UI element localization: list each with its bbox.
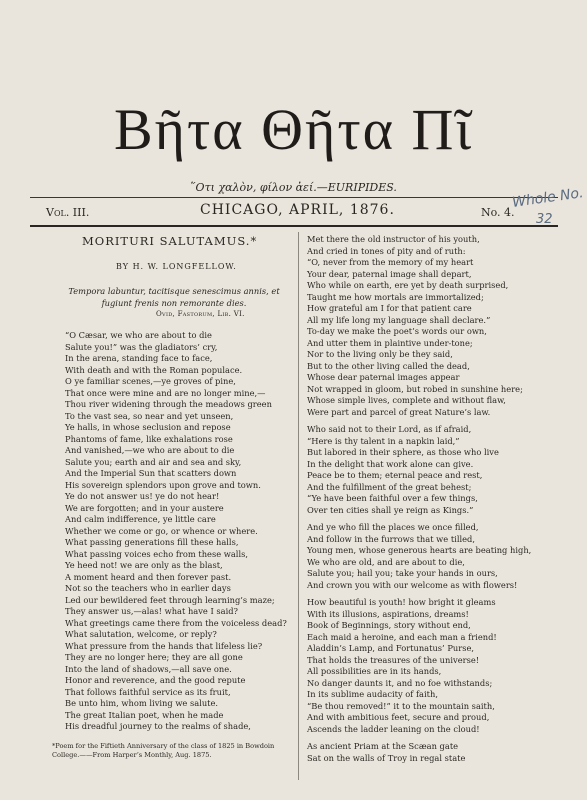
verse-line: Young men, whose generous hearts are beating high, bbox=[307, 545, 532, 555]
verse-line: In its sublime audacity of faith, bbox=[307, 689, 438, 699]
verse-line: Honor and reverence, and the good repute bbox=[65, 675, 246, 685]
footnote: *Poem for the Fiftieth Anniversary of the class of 1825 in Bowdoin College.——From Harper’s Monthly, Aug. 1875. bbox=[52, 742, 275, 759]
verse-line: All my life long my language shall declare.” bbox=[307, 314, 491, 325]
verse-line: But labored in their sphere, as those who live bbox=[307, 447, 499, 457]
verse-line: Ye halls, in whose seclusion and repose bbox=[65, 422, 231, 432]
verse-line: That once were mine and are no longer mine,— bbox=[65, 387, 266, 398]
verse-line: The great Italian poet, when he made bbox=[65, 709, 224, 720]
poem-author: BY H. W. LONGFELLOW. bbox=[116, 262, 237, 271]
verse-line: And the Imperial Sun that scatters down bbox=[65, 468, 237, 478]
column-divider bbox=[298, 232, 299, 780]
verse-line: His sovereign splendors upon grove and town. bbox=[65, 479, 261, 490]
verse-line: “Here is thy talent in a napkin laid,” bbox=[307, 435, 460, 446]
epigraph-source: Ovid, Fastorum, Lib. VI. bbox=[156, 310, 245, 318]
verse-line: But to the other living called the dead, bbox=[307, 360, 470, 371]
verse-line: Salute you; earth and air and sea and sky, bbox=[65, 456, 242, 467]
verse-line: To the vast sea, so near and yet unseen, bbox=[65, 410, 234, 421]
verse-line: What pressure from the hands that lifeless lie? bbox=[65, 640, 263, 651]
verse-line: No danger daunts it, and no foe withstands; bbox=[307, 677, 493, 688]
verse-line: And cried in tones of pity and of ruth: bbox=[307, 245, 466, 256]
volume-label: Vol. III. bbox=[46, 206, 90, 219]
verse-line: All possibilities are in its hands, bbox=[307, 666, 442, 676]
verse-line: And ye who fill the places we once filled, bbox=[307, 522, 479, 532]
verse-line: And with ambitious feet, secure and proud, bbox=[307, 712, 490, 722]
verse-line: We are forgotten; and in your austere bbox=[65, 502, 224, 513]
verse-line: And vanished,—we who are about to die bbox=[65, 445, 235, 455]
header-rule-top bbox=[30, 197, 558, 198]
verse-line: Over ten cities shall ye reign as Kings.” bbox=[307, 504, 474, 515]
verse-line: Not wrapped in gloom, but robed in sunshine here; bbox=[307, 383, 523, 394]
verse-line: Book of Beginnings, story without end, bbox=[307, 620, 471, 630]
verse-line: Led our bewildered feet through learning’s maze; bbox=[65, 594, 275, 605]
issue-number: No. 4. bbox=[481, 206, 515, 219]
verse-line: That follows faithful service as its fruit, bbox=[65, 686, 231, 697]
poem-epigraph: Tempora labuntur, tacitisque senescimus annis, et fugiunt frenis non remorante dies. bbox=[68, 286, 280, 308]
verse-line: Who while on earth, ere yet by death surprised, bbox=[307, 280, 509, 290]
verse-line: How beautiful is youth! how bright it gleams bbox=[307, 597, 496, 607]
verse-line: What greetings came there from the voiceless dead? bbox=[65, 617, 287, 628]
verse-line: Ye heed not! we are only as the blast, bbox=[65, 560, 223, 570]
verse-line: Whose simple lives, complete and without flaw, bbox=[307, 395, 506, 405]
verse-line: Peace be to them; eternal peace and rest, bbox=[307, 470, 483, 480]
verse-line: What salutation, welcome, or reply? bbox=[65, 629, 217, 639]
verse-line: Ascends the ladder leaning on the cloud! bbox=[307, 723, 480, 734]
verse-line: O ye familiar scenes,—ye groves of pine, bbox=[65, 376, 236, 386]
verse-line: Not so the teachers who in earlier days bbox=[65, 583, 231, 593]
verse-line: Whose dear paternal images appear bbox=[307, 372, 460, 382]
verse-line: Each maid a heroine, and each man a friend! bbox=[307, 631, 497, 642]
verse-line: We who are old, and are about to die, bbox=[307, 556, 465, 567]
verse-line: Thou river widening through the meadows green bbox=[65, 399, 272, 409]
verse-line: A moment heard and then forever past. bbox=[65, 571, 232, 582]
handwritten-number: 32 bbox=[536, 212, 553, 227]
verse-line: Ye do not answer us! ye do not hear! bbox=[65, 491, 220, 501]
masthead-motto: ῞Οτι χαλὸν, φίλον ἀεί.—EURIPIDES. bbox=[190, 181, 397, 194]
verse-line: And the fulfillment of the great behest; bbox=[307, 481, 472, 492]
verse-line: Salute you; hail you; take your hands in ours, bbox=[307, 568, 498, 578]
verse-line: Whether we come or go, or whence or where. bbox=[65, 525, 258, 536]
verse-line: “Be thou removed!” it to the mountain saith, bbox=[307, 700, 495, 711]
verse-line: In the arena, standing face to face, bbox=[65, 353, 213, 363]
verse-line: Nor to the living only be they said, bbox=[307, 349, 453, 359]
verse-line: That holds the treasures of the universe! bbox=[307, 654, 480, 665]
header-rule-bottom bbox=[30, 225, 558, 227]
verse-line: Be unto him, whom living we salute. bbox=[65, 698, 219, 708]
dateline: CHICAGO, APRIL, 1876. bbox=[200, 202, 395, 218]
verse-line: In the delight that work alone can give. bbox=[307, 458, 474, 469]
verse-line: With its illusions, aspirations, dreams! bbox=[307, 608, 469, 619]
verse-line: To-day we make the poet’s words our own, bbox=[307, 326, 487, 336]
verse-line: And utter them in plaintive under-tone; bbox=[307, 337, 473, 348]
verse-line: Aladdin’s Lamp, and Fortunatus’ Purse, bbox=[307, 643, 475, 653]
verse-line: Were part and parcel of great Nature’s law. bbox=[307, 406, 491, 417]
verse-line: As ancient Priam at the Scæan gate bbox=[307, 741, 459, 751]
verse-line: How grateful am I for that patient care bbox=[307, 303, 472, 313]
verse-line: What passing voices echo from these walls, bbox=[65, 548, 249, 559]
verse-line: Sat on the walls of Troy in regal state bbox=[307, 752, 466, 763]
verse-line: They are no longer here; they are all gone bbox=[65, 652, 243, 662]
verse-line: And follow in the furrows that we tilled, bbox=[307, 533, 475, 544]
verse-line: They answer us,—alas! what have I said? bbox=[65, 606, 239, 616]
handwritten-note: Whole No. bbox=[511, 185, 585, 211]
verse-line: Met there the old instructor of his youth, bbox=[307, 234, 480, 244]
masthead-title: Βῆτα Θῆτα Πῖ bbox=[113, 97, 474, 162]
verse-line: Who said not to their Lord, as if afraid, bbox=[307, 424, 472, 434]
verse-line: Salute you!” was the gladiators’ cry, bbox=[65, 341, 218, 352]
verse-line: Phantoms of fame, like exhalations rose bbox=[65, 433, 233, 444]
verse-line: “Ye have been faithful over a few things, bbox=[307, 493, 478, 503]
verse-line: Your dear, paternal image shall depart, bbox=[307, 268, 472, 279]
verse-line: And calm indifference, ye little care bbox=[65, 514, 216, 524]
verse-line: Into the land of shadows,—all save one. bbox=[65, 663, 232, 674]
verse-line: “O, never from the memory of my heart bbox=[307, 257, 474, 267]
verse-line: “O Cæsar, we who are about to die bbox=[65, 330, 212, 340]
verse-line: What passing generations fill these halls, bbox=[65, 537, 239, 547]
verse-line: With death and with the Roman populace. bbox=[65, 364, 243, 375]
verse-line: His dreadful journey to the realms of shade, bbox=[65, 721, 251, 731]
verse-line: Taught me how mortals are immortalized; bbox=[307, 291, 484, 302]
poem-left-column bbox=[65, 330, 295, 733]
verse-line: And crown you with our welcome as with flowers! bbox=[307, 579, 518, 590]
poem-title: MORITURI SALUTAMUS.* bbox=[82, 234, 258, 248]
poem-right-column bbox=[307, 234, 569, 764]
